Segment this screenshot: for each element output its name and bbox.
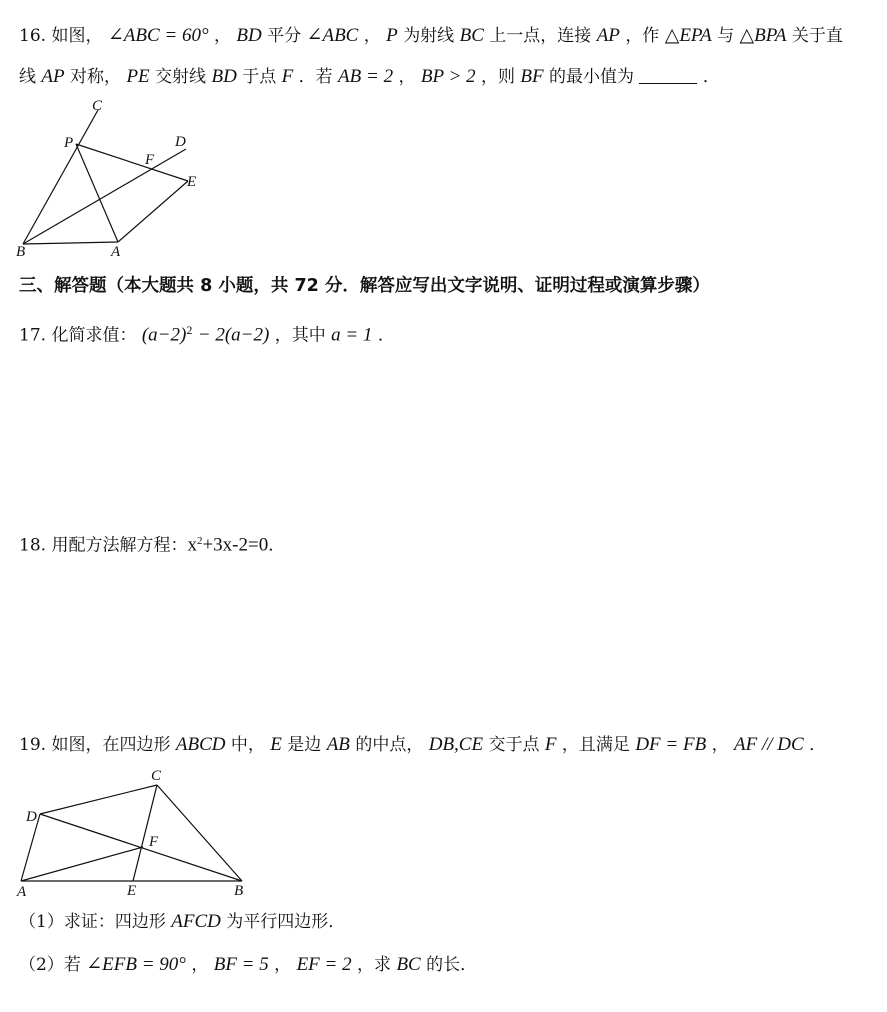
q16-text: ，: [214, 26, 231, 46]
answer-blank[interactable]: [639, 67, 697, 84]
q19-text: （1）求证：四边形: [19, 912, 166, 932]
q16-figure: [10, 96, 210, 261]
q19-text: 是边: [287, 735, 322, 755]
q16-line-2: [19, 67, 720, 87]
q16-text: ，: [398, 67, 416, 87]
q16-text: 平分: [267, 26, 302, 46]
q19-math: ABCD: [175, 734, 226, 755]
q19-text: 交于点: [488, 735, 540, 755]
label-d: D: [26, 809, 37, 825]
q18-math: x: [187, 534, 197, 556]
q19-line-1: [19, 735, 826, 755]
q17-text: ，其中: [274, 325, 326, 346]
q18-text: ．: [268, 535, 286, 556]
q19-text: 的中点，: [355, 735, 424, 755]
q17-line: [19, 320, 395, 346]
q19-text: ，: [274, 955, 292, 975]
label-e: E: [127, 883, 137, 899]
q19-math: DB,CE: [428, 734, 484, 755]
q16-math: BD: [236, 25, 262, 46]
q16-text: 线: [19, 67, 36, 87]
q19-math: DF = FB: [635, 734, 707, 755]
q19-text: ．: [809, 735, 827, 755]
q19-math: AB: [326, 734, 350, 755]
label-c: C: [92, 98, 103, 114]
q19-text: ，: [711, 735, 729, 755]
label-p: P: [64, 135, 74, 151]
segment-pe: [76, 144, 188, 181]
q19-part-1: [19, 912, 345, 932]
q19-text: （2）若: [19, 955, 81, 975]
segment-af: [21, 847, 143, 881]
label-b: B: [234, 883, 244, 899]
q16-line-1: [19, 26, 843, 46]
segment-ea: [118, 181, 188, 242]
q19-text: 中，: [230, 735, 265, 755]
q19-part-2: [19, 955, 477, 975]
label-e: E: [187, 174, 197, 190]
q16-text: 上一点，连接: [489, 26, 592, 46]
q16-math: BP > 2: [420, 66, 476, 87]
q16-text: ．: [702, 67, 720, 87]
q19-math: ∠EFB = 90°: [86, 954, 186, 975]
label-c: C: [151, 768, 162, 784]
q16-math: AB = 2: [338, 66, 394, 87]
q19-math: BF = 5: [213, 954, 269, 975]
segment-ba: [23, 242, 118, 244]
q19-math: AFCD: [171, 911, 221, 932]
q16-math: AP: [596, 25, 620, 46]
q16-text: ．若: [298, 67, 333, 87]
section-heading: 三、解答题（本大题共 8 小题，共 72 分．解答应写出文字说明、证明过程或演算步骤）: [19, 276, 710, 296]
q19-math: BC: [396, 954, 421, 975]
label-b: B: [16, 244, 26, 260]
q19-text: ，求: [357, 955, 392, 975]
q17-math: (a−2): [141, 324, 187, 346]
q19-text: 为平行四边形．: [226, 912, 346, 932]
q19-math: EF = 2: [296, 954, 352, 975]
q16-math: △BPA: [739, 25, 787, 46]
q17-text: 17. 化简求值：: [19, 325, 137, 346]
q19-text: 的长．: [426, 955, 478, 975]
q16-math: ∠ABC = 60°: [107, 25, 209, 46]
q19-text: ，且满足: [561, 735, 630, 755]
q19-math: E: [270, 734, 282, 755]
label-a: A: [111, 244, 121, 260]
q19-math: AF // DC: [734, 734, 804, 755]
label-f: F: [149, 834, 159, 850]
q19-figure: [12, 763, 257, 900]
q16-text: ，则: [481, 67, 515, 87]
q17-exponent: 2: [186, 323, 193, 337]
q18-line: [19, 531, 285, 556]
segment-ce: [133, 785, 157, 881]
segment-dc: [40, 785, 157, 814]
segment-pa: [76, 144, 118, 242]
q16-text: 16. 如图，: [19, 26, 103, 46]
q18-text: 18. 用配方法解方程：: [19, 535, 188, 556]
q18-math: +3x-2=0: [202, 534, 269, 556]
q16-math: BD: [211, 66, 237, 87]
q16-math: P: [386, 25, 398, 46]
q17-math: a = 1: [331, 324, 373, 346]
q16-text: 为射线: [403, 26, 455, 46]
q16-math: ∠ABC: [306, 25, 359, 46]
q16-math: AP: [41, 66, 65, 87]
q16-text: ，: [363, 26, 381, 46]
q16-math: F: [281, 66, 294, 87]
q19-text: ，: [191, 955, 209, 975]
ray-bc: [23, 110, 98, 244]
q17-math: − 2(a−2): [197, 324, 270, 346]
label-a: A: [17, 884, 27, 900]
label-f: F: [145, 152, 155, 168]
q16-text: 的最小值为: [549, 67, 635, 87]
q16-text: 交射线: [155, 67, 207, 87]
q16-math: PE: [126, 66, 150, 87]
ray-bd: [23, 149, 186, 244]
q16-text: 关于直: [791, 26, 843, 46]
q18-exponent: 2: [196, 535, 203, 547]
q17-text: ．: [377, 325, 395, 346]
q16-math: BF: [520, 66, 544, 87]
label-d: D: [175, 134, 186, 150]
q16-text: 于点: [242, 67, 277, 87]
q16-text: 与: [717, 26, 735, 46]
q16-text: 对称，: [70, 67, 122, 87]
q19-text: 19. 如图，在四边形: [19, 735, 171, 755]
q16-math: BC: [459, 25, 484, 46]
q16-math: △EPA: [664, 25, 712, 46]
q16-text: ，作: [625, 26, 660, 46]
q19-math: F: [544, 734, 557, 755]
